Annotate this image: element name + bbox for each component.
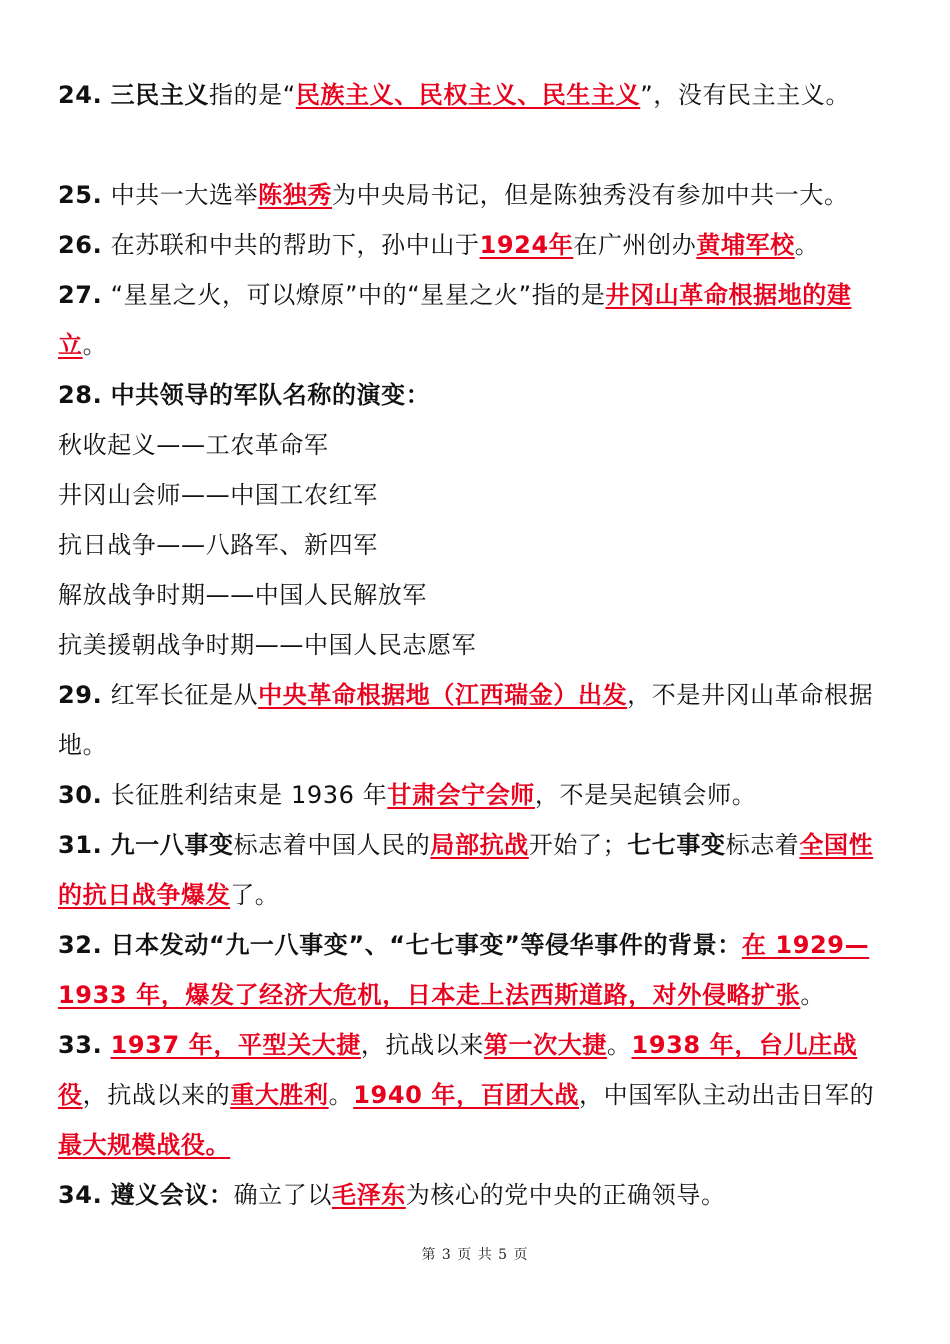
item-number: 32. (58, 931, 103, 959)
highlight: 最大规模战役。 (58, 1131, 231, 1159)
item-26 (58, 220, 893, 270)
army-name-line: 秋收起义——工农革命军 (58, 431, 329, 459)
text: 中共一大选举 (110, 181, 259, 209)
text: 了。 (230, 881, 280, 909)
item-number: 34. (58, 1181, 103, 1209)
text: 为核心的党中央的正确领导。 (405, 1181, 726, 1209)
army-name-line: 解放战争时期——中国人民解放军 (58, 581, 427, 609)
item-32 (58, 920, 893, 1020)
item-number: 25. (58, 181, 103, 209)
item-number: 30. (58, 781, 103, 809)
bold-term: 日本发动“九一八事变”、“七七事变”等侵华事件的背景： (110, 931, 742, 959)
item-31 (58, 820, 893, 920)
highlight: 毛泽东 (331, 1181, 406, 1209)
bold-heading: 中共领导的军队名称的演变： (110, 381, 431, 409)
item-30 (58, 770, 893, 820)
text: 在苏联和中共的帮助下，孙中山于 (110, 231, 480, 259)
item-number: 26. (58, 231, 103, 259)
page-footer: 第 3 页 共 5 页 (421, 1247, 529, 1263)
highlight: 重大胜利 (230, 1081, 329, 1109)
text: 红军长征是从 (110, 681, 259, 709)
item-28 (58, 370, 893, 420)
item-25 (58, 170, 893, 220)
highlight: 1940 年，百团大战 (353, 1081, 579, 1109)
item-number: 28. (58, 381, 103, 409)
item-number: 31. (58, 831, 103, 859)
text: “星星之火，可以燎原”中的“星星之火”指的是 (110, 281, 606, 309)
text: ，不是井冈山革命根据地。 (58, 681, 874, 759)
highlight: 黄埔军校 (696, 231, 795, 259)
highlight: 井冈山革命根据地的建立 (58, 281, 852, 359)
highlight: 中央革命根据地（江西瑞金）出发 (258, 681, 628, 709)
item-number: 33. (58, 1031, 103, 1059)
text: 标志着 (725, 831, 800, 859)
army-name-line: 抗美援朝战争时期——中国人民志愿军 (58, 631, 477, 659)
army-name-line: 井冈山会师——中国工农红军 (58, 481, 378, 509)
text: ，抗战以来的 (82, 1081, 231, 1109)
text: 。 (606, 1031, 632, 1059)
item-33 (58, 1020, 893, 1170)
highlight: 1924年 (479, 231, 574, 259)
text: 。 (82, 331, 108, 359)
item-29 (58, 670, 893, 770)
text: 为中央局书记，但是陈独秀没有参加中共一大。 (331, 181, 849, 209)
bold-term: 遵义会议： (110, 1181, 234, 1209)
text: ，抗战以来 (360, 1031, 484, 1059)
item-number: 24. (58, 81, 103, 109)
item-number: 29. (58, 681, 103, 709)
highlight: 局部抗战 (430, 831, 529, 859)
highlight: 1937 年，平型关大捷 (110, 1031, 361, 1059)
item-24 (58, 70, 893, 120)
highlight: 民族主义、民权主义、民生主义 (295, 81, 641, 109)
text: 。 (800, 981, 825, 1009)
text: ，中国军队主动出击日军的 (579, 1081, 875, 1109)
bold-term: 七七事变 (627, 831, 726, 859)
item-27 (58, 270, 893, 370)
item-34 (58, 1170, 893, 1220)
text: 在广州创办 (573, 231, 697, 259)
highlight: 在 1929—1933 年，爆发了经济大危机，日本走上法西斯道路，对外侵略扩张 (58, 931, 870, 1009)
bold-term: 九一八事变 (110, 831, 234, 859)
text: 确立了以 (233, 1181, 332, 1209)
text: 开始了； (528, 831, 628, 859)
highlight: 1938 年，台儿庄战役 (58, 1031, 858, 1109)
army-name-line: 抗日战争——八路军、新四军 (58, 531, 378, 559)
text: 长征胜利结束是 1936 年 (110, 781, 388, 809)
highlight: 全国性的抗日战争爆发 (58, 831, 874, 909)
text: ，不是吴起镇会师。 (534, 781, 757, 809)
text: 。 (794, 231, 820, 259)
text: 。 (328, 1081, 354, 1109)
text: 标志着中国人民的 (233, 831, 431, 859)
text: ”，没有民主主义。 (640, 81, 851, 109)
highlight: 甘肃会宁会师 (387, 781, 535, 809)
item-number: 27. (58, 281, 103, 309)
text: 指的是“ (208, 81, 296, 109)
bold-term: 三民主义 (110, 81, 209, 109)
highlight: 第一次大捷 (483, 1031, 607, 1059)
highlight: 陈独秀 (258, 181, 332, 209)
